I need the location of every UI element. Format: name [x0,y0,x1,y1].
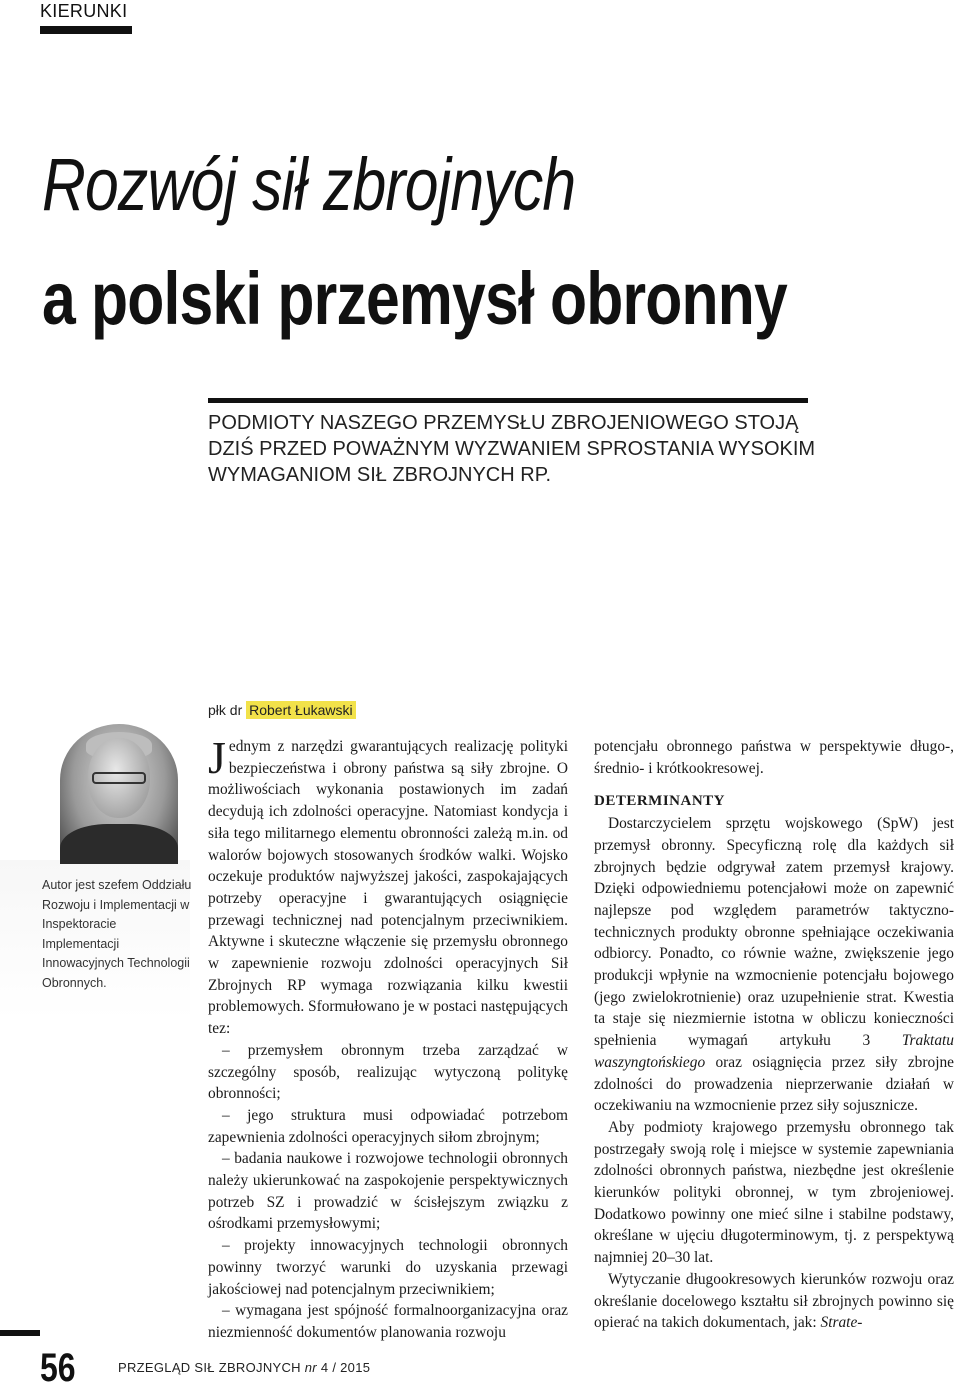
body-paragraph-1 [594,813,954,1117]
body-paragraph-3-text: Wytyczanie długookresowych kierunków rozwoju oraz określanie docelowego kształtu sił zbrojnych powinno się opierać na takich dokumentach, jak: [594,1270,954,1332]
body-paragraph-1-text: Dostarczycielem sprzętu wojskowego (SpW) jest przemysł obronny. Specyficzną rolę dla każdych sił zbrojnych będzie odgrywał zatem przemysł krajowy. Dzięki odpowiedniemu potencjałowi może on zapewnić najlepsze pod względem parametrów taktyczno-technicznych produkty obronne spełniające oczekiwania odbiorcy. Ponadto, co równie ważne, zwiększenie jego produkcji wpłynie na wzmocnienie potencjału bojowego (jego zwielokrotnienie) oraz uzupełnienie strat. Kwestia ta staje się niezmiernie istotna w obliczu konieczności spełnienia wymagań artykułu 3 [594,815,954,1050]
author-name: Robert Łukawski [246,701,356,719]
photo-body [60,824,178,864]
lead-paragraph: PODMIOTY NASZEGO PRZEMYSŁU ZBROJENIOWEGO STOJĄ DZIŚ PRZED POWAŻNYM WYZWANIEM SPROSTANIA WYSOKIM WYMAGANIOM SIŁ ZBROJNYCH RP. [208,412,816,486]
article-title [42,128,787,356]
article-column-1 [208,732,568,1344]
article-column-2 [594,736,954,1334]
byline [208,702,356,718]
thesis-item-2: – jego struktura musi odpowiadać potrzebom zapewnienia zdolności operacyjnych siłom zbrojnym; [208,1106,568,1146]
issue-number: 4 / 2015 [320,1360,371,1375]
footer-rule [0,1330,40,1336]
intro-paragraph [208,732,568,1040]
page-number: 56 [40,1346,76,1390]
section-tag: KIERUNKI [40,0,132,34]
section-heading: DETERMINANTY [594,793,726,810]
journal-footer [118,1360,370,1375]
photo-glasses [92,772,146,784]
continued-paragraph: potencjału obronnego państwa w perspektywie długo-, średnio- i krótkookresowej. [594,738,954,777]
body-paragraph-1-end: oraz osiągnięcia przez siły zbrojne zdolności do prowadzenia nieprzerwanie działań w oczekiwaniu na wzmocnienie przez siły sojusznicze. [594,1053,954,1115]
thesis-item-5: – wymagana jest spójność formalnoorganizacyjna oraz niezmienność dokumentów planowania rozwoju [208,1302,568,1341]
issue-label: nr [304,1360,317,1375]
author-rank: płk dr [208,702,243,718]
document-name: Strate- [820,1314,863,1332]
journal-name: PRZEGLĄD SIŁ ZBROJNYCH [118,1360,301,1375]
treaty-name: Traktatu waszyngtońskiego [594,1032,954,1071]
author-note: Autor jest szefem Oddziału Rozwoju i Implementacji w Inspektoracie Implementacji Innowacyjnych Technologii Obronnych. [42,878,192,990]
intro-text: ednym z narzędzi gwarantujących realizację polityki bezpieczeństwa i obrony państwa są siły zbrojne. O możliwościach wykonania postawionych im zadań decydują ich zdolności operacyjne. Natomiast kondycja i siła tego militarnego elementu obronności zależą m.in. od walorów bojowych stosowanych środków walki. Wojsko oczekuje produktów najwyższej jakości, zaspokajających potrzeby operacyjne i gwarantujących osiągnięcie przewagi technicznej nad potencjalnym przeciwnikiem. Aktywne i skuteczne włączenie się przemysłu obronnego w zapewnienie rozwoju zdolności operacyjnych Sił Zbrojnych RP wymaga rozwiązania kilku kwestii problemowych. Sformułowano je w postaci następujących tez: [208,738,568,1038]
body-paragraph-3 [594,1269,954,1334]
title-line-2: a polski przemysł obronny [42,257,787,340]
author-photo [60,724,178,864]
thesis-item-3: – badania naukowe i rozwojowe technologii obronnych należy ukierunkować na zaspokojenie perspektywicznych potrzeb SZ i prowadzić w ścisłejszym związku z ośrodkami przemysłowymi; [208,1150,568,1233]
body-paragraph-2: Aby podmioty krajowego przemysłu obronnego tak postrzegały swoją rolę i miejsce w systemie zapewniania zdolności obronnych państwa, niezbędne jest określenie kierunków polityki obronnej, w tym zbrojeniowej. Dodatkowo powinny one mieć silne i stabilne podstawy, określane w ujęciu długoterminowym, tj. z perspektywą najmniej 20–30 lat. [594,1118,954,1267]
title-line-1: Rozwój sił zbrojnych [42,143,576,226]
thesis-item-4: – projekty innowacyjnych technologii obronnych powinny tworzyć warunki do uzyskania przewagi jakościowej nad potencjalnym przeciwnikiem; [208,1237,568,1298]
lead-rule [208,398,808,403]
drop-cap: J [208,732,226,783]
thesis-item-1: – przemysłem obronnym trzeba zarządzać w szczególny sposób, realizując wytyczoną politykę obronności; [208,1041,568,1103]
